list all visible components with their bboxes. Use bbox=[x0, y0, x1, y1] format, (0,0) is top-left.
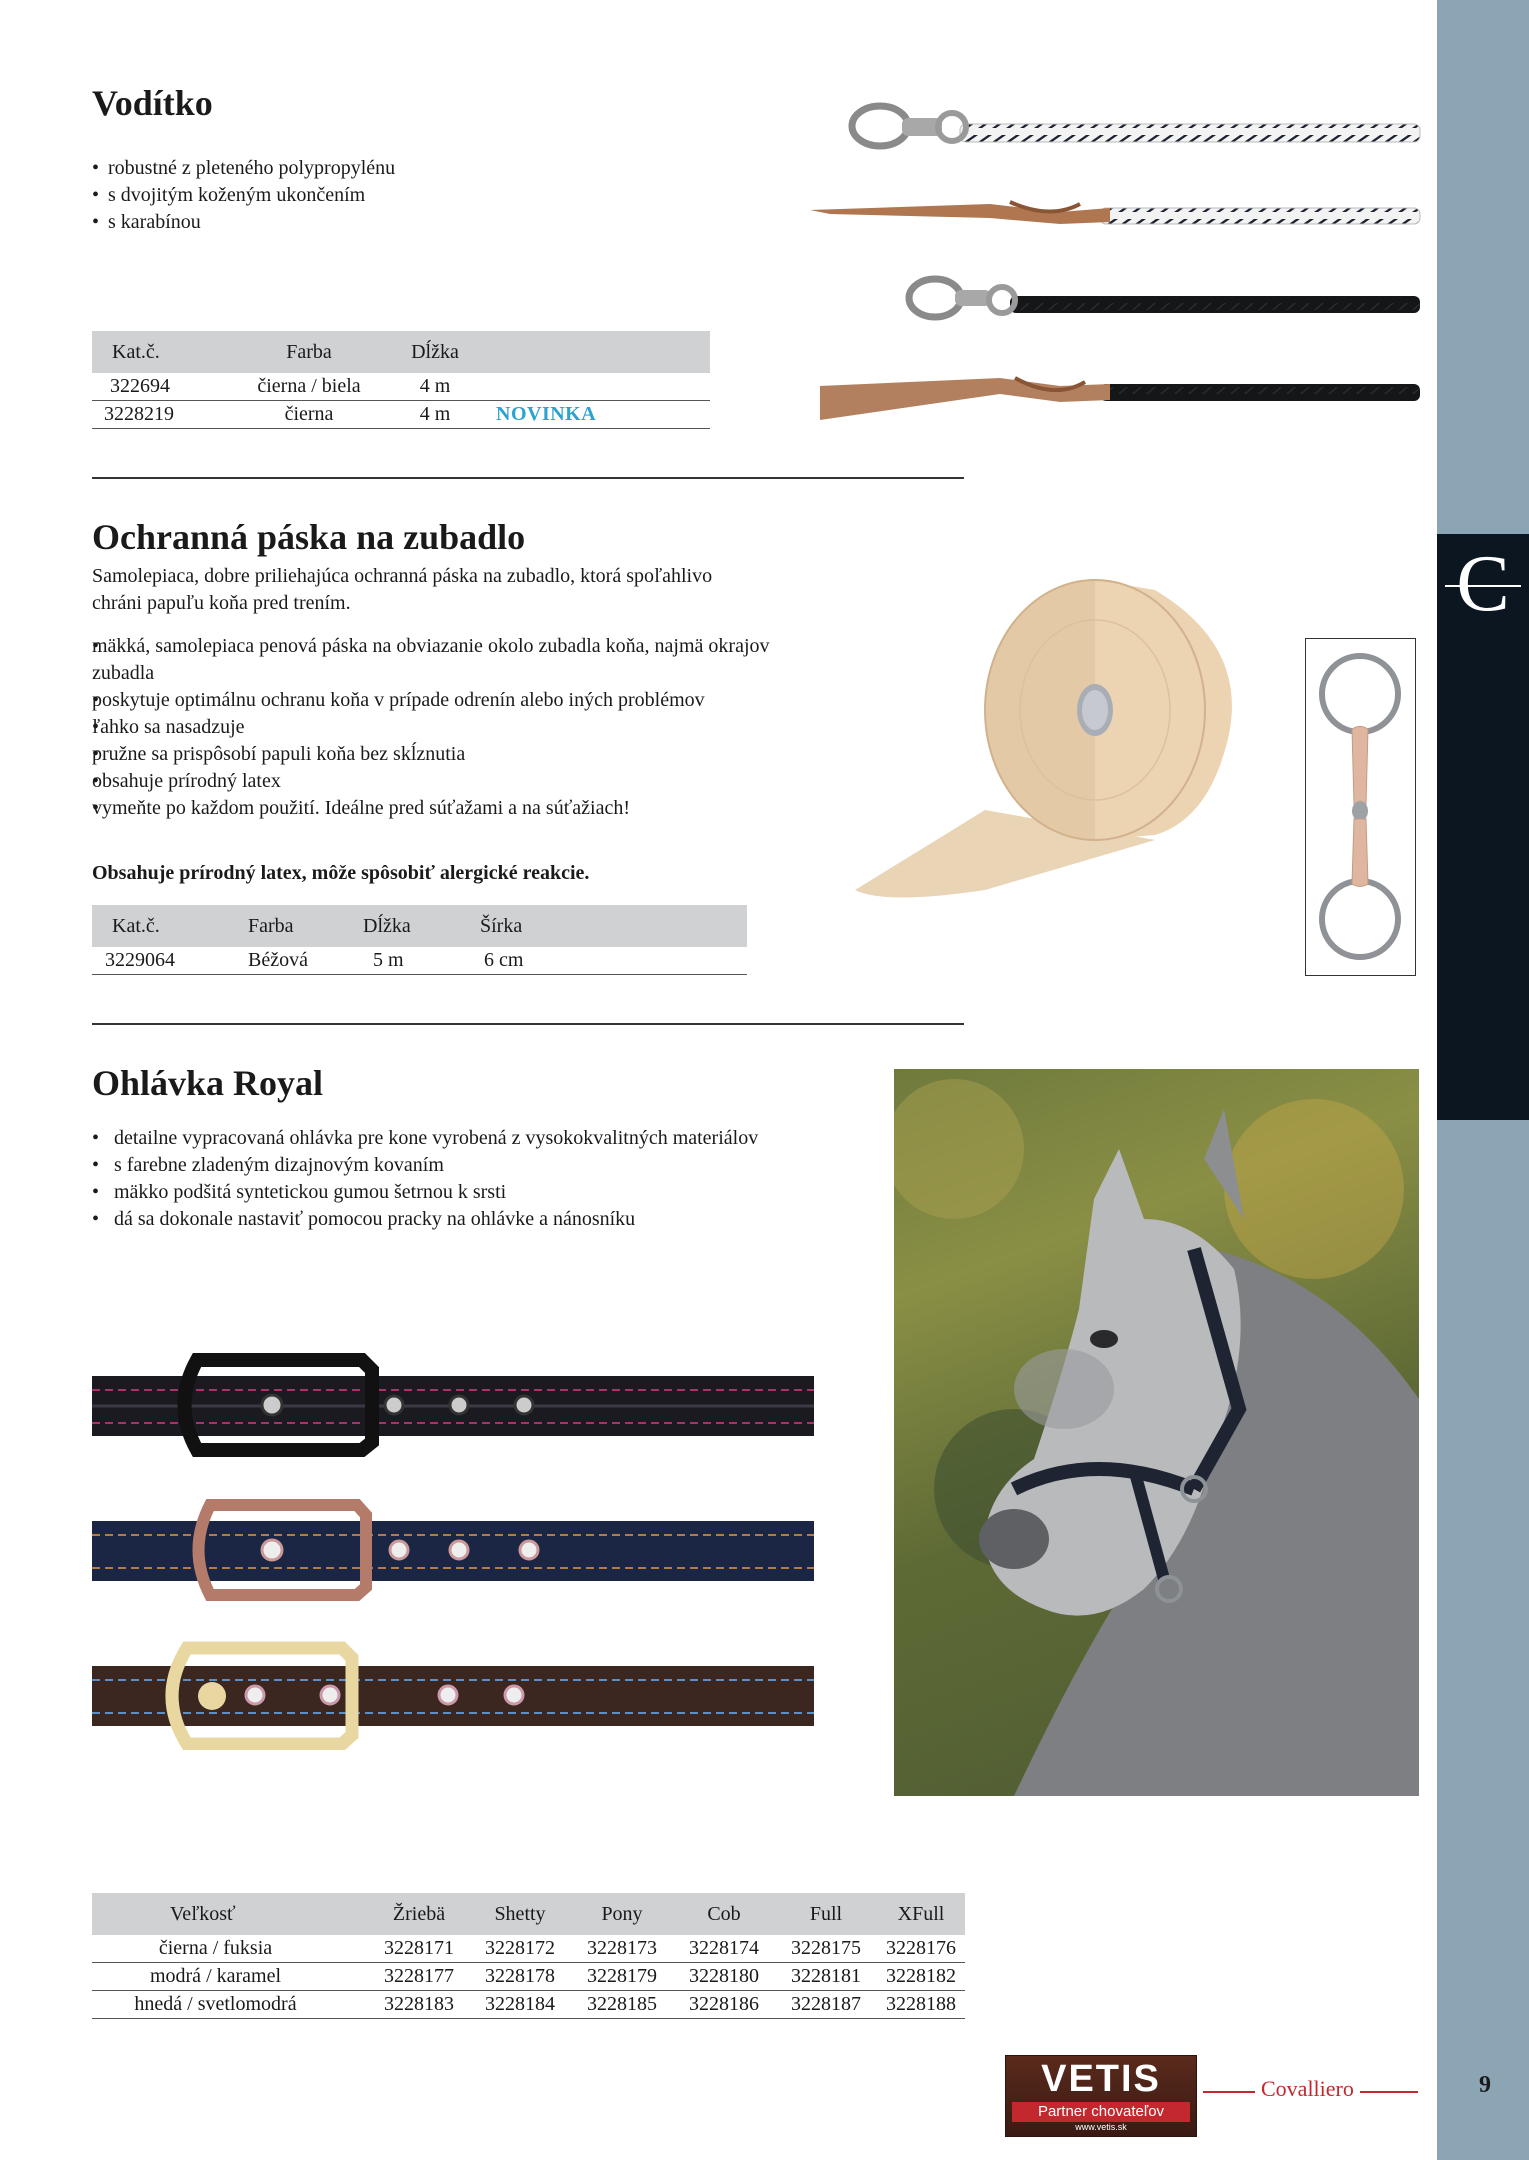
section-title-halter: Ohlávka Royal bbox=[92, 1063, 324, 1103]
feature-item: • poskytuje optimálnu ochranu koňa v prípade odrenín alebo iných problémov bbox=[92, 687, 772, 714]
svg-text:C: C bbox=[1456, 540, 1510, 628]
vetis-logo bbox=[1005, 2055, 1197, 2137]
col-header: Kat.č. bbox=[112, 340, 160, 363]
vetis-url: www.vetis.sk bbox=[1075, 2122, 1127, 2132]
bit-tape-table bbox=[92, 905, 747, 975]
swatch-navy-caramel bbox=[92, 1505, 814, 1595]
table-row: hnedá / svetlomodrá 3228183 3228184 3228185 3228186 3228187 3228188 bbox=[92, 1991, 965, 2019]
halter-table bbox=[92, 1893, 965, 2019]
feature-item: • s karabínou bbox=[92, 209, 652, 236]
section-title-lead-rope: Vodítko bbox=[92, 83, 213, 123]
table-row: modrá / karamel 3228177 3228178 3228179 3228180 3228181 3228182 bbox=[92, 1963, 965, 1991]
feature-item: • pružne sa prispôsobí papuli koňa bez skĺznutia bbox=[92, 741, 772, 768]
col-header: Dĺžka bbox=[363, 914, 411, 937]
table-row: 322694 čierna / biela 4 m bbox=[92, 373, 710, 401]
col-header bbox=[484, 331, 710, 373]
bit-tape-features bbox=[92, 633, 772, 822]
col-header: Pony bbox=[601, 1902, 643, 1925]
col-header: Farba bbox=[286, 340, 332, 363]
feature-item: • mäkko podšitá syntetickou gumou šetrnou k srsti bbox=[92, 1179, 792, 1206]
table-row: čierna / fuksia 3228171 3228172 3228173 3228174 3228175 3228176 bbox=[92, 1935, 965, 1963]
page-number: 9 bbox=[1479, 2072, 1491, 2098]
col-header: Full bbox=[809, 1902, 843, 1925]
feature-item: • obsahuje prírodný latex bbox=[92, 768, 772, 795]
covalliero-logo: Covalliero bbox=[1255, 2076, 1360, 2102]
bit-tape-intro: Samolepiaca, dobre priliehajúca ochranná páska na zubadlo, ktorá spoľahlivo chráni papuľu koňa pred trením. bbox=[92, 565, 713, 614]
halter-features bbox=[92, 1125, 792, 1233]
table-row: 3228219 čierna 4 m NOVINKA bbox=[92, 401, 710, 429]
feature-item: • ľahko sa nasadzuje bbox=[92, 714, 772, 741]
lead-rope-features bbox=[92, 155, 652, 236]
vetis-name: VETIS bbox=[1041, 2058, 1161, 2100]
col-header: Cob bbox=[707, 1902, 741, 1925]
swatch-black-fuchsia bbox=[92, 1360, 814, 1450]
bit-image-frame bbox=[1305, 638, 1416, 976]
col-header: Shetty bbox=[494, 1902, 546, 1925]
section-divider bbox=[92, 1023, 964, 1025]
new-badge: NOVINKA bbox=[484, 401, 710, 429]
lead-rope-table bbox=[92, 331, 710, 429]
horse-photo-illustration bbox=[894, 1069, 1419, 1796]
col-header: Kat.č. bbox=[112, 914, 160, 937]
table-row: 3229064 Béžová 5 m 6 cm bbox=[92, 947, 747, 975]
horse-halter-photo bbox=[894, 1069, 1419, 1796]
feature-item: • robustné z pleteného polypropylénu bbox=[92, 155, 652, 182]
sidebar-brand-block bbox=[1437, 534, 1529, 1120]
feature-item: • s farebne zladeným dizajnovým kovaním bbox=[92, 1152, 792, 1179]
feature-item: • vymeňte po každom použití. Ideálne pred súťažami a na súťažiach! bbox=[92, 795, 772, 822]
swatch-brown-lightblue bbox=[92, 1648, 814, 1744]
col-header: XFull bbox=[897, 1902, 945, 1925]
bit-tape-roll-image bbox=[855, 560, 1255, 910]
col-header: Dĺžka bbox=[411, 340, 459, 363]
halter-color-swatches bbox=[92, 1350, 817, 1750]
feature-item: • detailne vypracovaná ohlávka pre kone vyrobená z vysokokvalitných materiálov bbox=[92, 1125, 792, 1152]
col-header: Farba bbox=[248, 914, 294, 937]
col-header: Šírka bbox=[480, 914, 523, 937]
section-divider bbox=[92, 477, 964, 479]
lead-rope-image bbox=[810, 90, 1425, 430]
feature-item: • dá sa dokonale nastaviť pomocou pracky na ohlávke a nánosníku bbox=[92, 1206, 792, 1233]
covalliero-logo-icon bbox=[1437, 540, 1529, 630]
col-header: Veľkosť bbox=[170, 1902, 236, 1925]
latex-warning: Obsahuje prírodný latex, môže spôsobiť alergické reakcie. bbox=[92, 862, 590, 884]
vetis-tagline: Partner chovateľov bbox=[1012, 2102, 1190, 2122]
feature-item: • s dvojitým koženým ukončením bbox=[92, 182, 652, 209]
col-header: Žriebä bbox=[392, 1902, 446, 1925]
snaffle-bit-image bbox=[1306, 639, 1414, 974]
feature-item: • mäkká, samolepiaca penová páska na obviazanie okolo zubadla koňa, najmä okrajov zubadla bbox=[92, 633, 772, 687]
section-title-bit-tape: Ochranná páska na zubadlo bbox=[92, 517, 526, 557]
